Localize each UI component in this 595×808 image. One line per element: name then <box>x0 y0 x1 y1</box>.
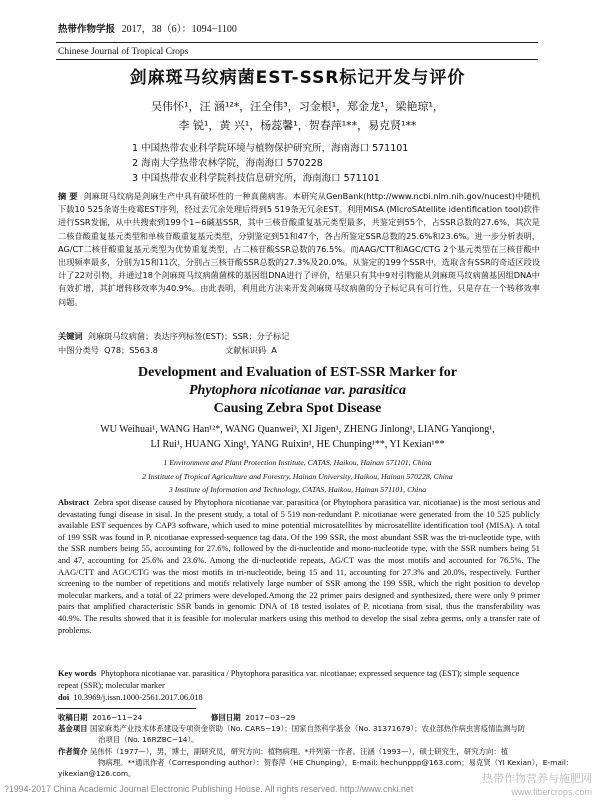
fund-line2: 治项目（No. 16RZBC−14）。 <box>98 735 199 745</box>
affiliation-en-1: 1 Environment and Plant Protection Institute, CATAS, Haikou, Hainan 571101, China <box>163 458 432 467</box>
affiliation-en-2: 2 Institute of Tropical Agriculture and Forestry, Hainan University, Haikou, Hainan 570228, China <box>142 471 453 481</box>
revised-label: 修回日期 <box>211 713 241 722</box>
affiliation-cn-1: 1 中国热带农业科学院环境与植物保护研究所，海南海口 571101 <box>132 143 409 154</box>
doi-label: doi <box>58 693 70 702</box>
abstract-en <box>58 497 540 636</box>
author-line3: yikexian@126.com。 <box>58 769 136 779</box>
clc-value: Q78；S563.8 <box>104 345 158 355</box>
abstract-en-label: Abstract <box>58 498 90 507</box>
doi-value: 10.3969/j.issn.1000-2561.2017.06.018 <box>73 693 203 702</box>
affiliation-cn-3: 3 中国热带农业科学院科技信息研究所，海南海口 571101 <box>132 173 380 184</box>
authors-cn-line2: 李 锐¹，黄 兴¹，杨蕊馨¹，贺春萍¹**，易克贤¹** <box>178 119 417 132</box>
abstract-cn-text: 剑麻斑马纹病是剑麻生产中具有破坏性的一种真菌病害。本研究从GenBank(http://www.ncbi.nlm.nih.gov/nucest)中随机下载10 525条寄生疫霉EST序列，经过去冗余处理后得到5 519条无冗余EST。利用MISA (MIcroSAtellite identification tool)软件进行SSR发掘，从中共搜索到199个1~6碱基SSR，其中三核苷酸重复基元类型最多，共鉴定到55个，占SSR总数的27.6%，其次是二核苷酸重复基元类型和单核苷酸重复基元类型，分别鉴定到51和47个，各占所鉴定SSR总数的25.6%和23.6%。进一步分析表明，AG/CT二核苷酸重复基元类型为优势重复类型，占二核苷酸SSR总数的76.5%。而AAG/CTT和AGC/CTG 2个基元类型在三核苷酸中出现频率最多，分别为15和11次，分别占三核苷酸SSR总数的27.3%及20.0%。从鉴定的199个SSR中，选取含有SSR的奇适区段设计了22对引物，并通过18个剑麻斑马纹病菌菌株的基因组DNA进行了评价，结果只有其中9对引物能从剑麻斑马纹病菌基因组DNA中有效扩增，其扩增转移效率为40.9%。由此表明，利用此方法来开发剑麻斑马纹病菌的分子标记具有可行性，只是存在一个转移效率问题。 <box>58 191 540 307</box>
abstract-en-text: Zebra spot disease caused by Phytophora nicotianae var. parasitica (or Phytophora parasitica var. nicotianae) is the most serious and devastating fungi disease in sisal. In the present study, a total of 5 519 non-redundant P. nicotianae were generated from the 10 525 publicly available EST sequences by CAP3 software, which used to mine potential microsatellites by microsatellite identification tool (MISA). A total of 199 SSR was found in P. nicotianae expressed-sequence tag data. Of the 199 SSR, the most abundant SSR was the tri-nucleotide type, with the SSR numbers being 55, accounting for 27.6%, followed by the di-nucleotide and mono-nucleotide type, with the SSR numbers being 51 and 47, accounting for 25.6% and 23.6%. Among the di-nucleotide repeats, AG/CT was the most motifs and accounted for 76.5%. The AAG/CTT and AGC/CTG was the most motifs in tri-nucleotide, being 15 and 11, accounting for 27.3% and 20.0%, respectively. Further screening to the number of repetitions and motifs relatively large number of SSR among the 199 SSR, which the right position to develop molecular markers, and a total of 22 primers were developed.Among the 22 primer pairs designed and synthesized, there were only 9 primer pairs that amplified characteristic SSR bands in genomic DNA of 18 tested isolates of P. nicotiana from sisal, thus the transferability was 40.9%. The results showed that it is feasible for molecular markers using this method to develop the sisal zebra germs, only a transfer rate of problems. <box>58 498 541 635</box>
copyright-line: ?1994-2017 China Academic Journal Electronic Publishing House. All rights reserved. http://www.cnki.net <box>4 784 414 794</box>
authors-en-line1: WU Weihuai¹, WANG Han¹²*, WANG Quanwei³, XI Jigen¹, ZHENG Jinlong¹, LIANG Yanqiong¹, <box>100 424 495 435</box>
fund-line1: 国家麻类产业技术体系建设专项资金资助（No. CARS−19）；国家自然科学基金（No. 31371679）；农业部热作病虫害疫情监测与防 <box>89 724 526 734</box>
footnote-author <box>58 746 540 757</box>
title-en-line1: Development and Evaluation of EST-SSR Marker for <box>138 365 457 380</box>
fund-label: 基金项目 <box>58 724 88 734</box>
journal-name-cn: 热带作物学报 <box>58 24 116 35</box>
keywords-en-label: Key words <box>58 669 97 678</box>
keywords-en <box>58 668 540 691</box>
keywords-en-text: Phytophora nicotianae var. parasitica / Phytophora parasitica var. nicotianae; expressed sequence tag (EST); simple sequence repeat (SSR); molecular marker <box>58 669 520 690</box>
authors-cn-line1: 吴伟怀¹，汪 涵¹²*，汪全伟³，习金根¹，郑金龙¹，梁艳琼¹， <box>151 100 444 113</box>
title-en-line2: Phytophora nicotianae var. parasitica <box>188 383 406 398</box>
revised-date: 2017−03−29 <box>245 713 296 722</box>
header-rule-top <box>56 42 538 43</box>
footnote-fund <box>58 723 540 734</box>
footnote-rule <box>56 708 196 709</box>
received-date: 2016−11−24 <box>92 713 143 722</box>
title-en-line3: Causing Zebra Spot Disease <box>213 401 382 416</box>
abstract-cn-label: 摘 要 <box>58 191 78 201</box>
footnote-dates <box>58 712 540 723</box>
keywords-cn <box>58 331 289 342</box>
authors-en <box>0 422 595 452</box>
journal-header <box>58 20 237 35</box>
keywords-cn-text: 剑麻斑马纹病菌；表达序列标签(EST)；SSR；分子标记 <box>87 331 290 341</box>
watermark-cn: 热带作物营养与施肥网 <box>482 772 592 785</box>
affiliations-en <box>0 456 595 497</box>
clc-label: 中图分类号 <box>58 345 99 355</box>
authors-en-line2: LI Rui¹, HUANG Xing¹, YANG Ruixin¹, HE Chunping¹**, YI Kexian¹** <box>150 439 445 450</box>
received-label: 收稿日期 <box>58 713 88 722</box>
abstract-cn <box>58 190 540 309</box>
doi <box>58 693 203 702</box>
watermark-en: www.fibercrops.com <box>511 787 592 797</box>
affiliation-en-3: 3 Institute of Information and Technology, CATAS, Haikou, Hainan 571101, China <box>168 485 427 494</box>
title-cn: 剑麻斑马纹病菌EST-SSR标记开发与评价 <box>129 68 466 88</box>
affiliation-cn-2: 2 海南大学热带农林学院，海南海口 570228 <box>132 158 323 169</box>
author-line1: 吴伟怀（1977—），男，博士，副研究员，研究方向：植物病理。*并列第一作者。汪涵（1993—），硕士研究生，研究方向：植 <box>89 746 509 756</box>
journal-name-en: Chinese Journal of Tropical Crops <box>58 47 189 57</box>
author-label: 作者简介 <box>58 746 88 756</box>
author-line2: 物病理。**通讯作者（Corresponding author）：贺春萍（HE Chunping），E-mail: hechunppp@163.com；易克贤（YI Kexian），E-mail: <box>98 757 569 767</box>
classification-cn <box>58 345 277 356</box>
journal-issue: 2017，38（6）：1094−1100 <box>121 24 237 35</box>
keywords-cn-label: 关键词 <box>58 331 83 341</box>
title-en <box>0 364 595 418</box>
doc-code-value: A <box>271 345 277 355</box>
header-rule-bottom <box>56 59 538 60</box>
doc-code-label: 文献标识码 <box>225 345 267 355</box>
